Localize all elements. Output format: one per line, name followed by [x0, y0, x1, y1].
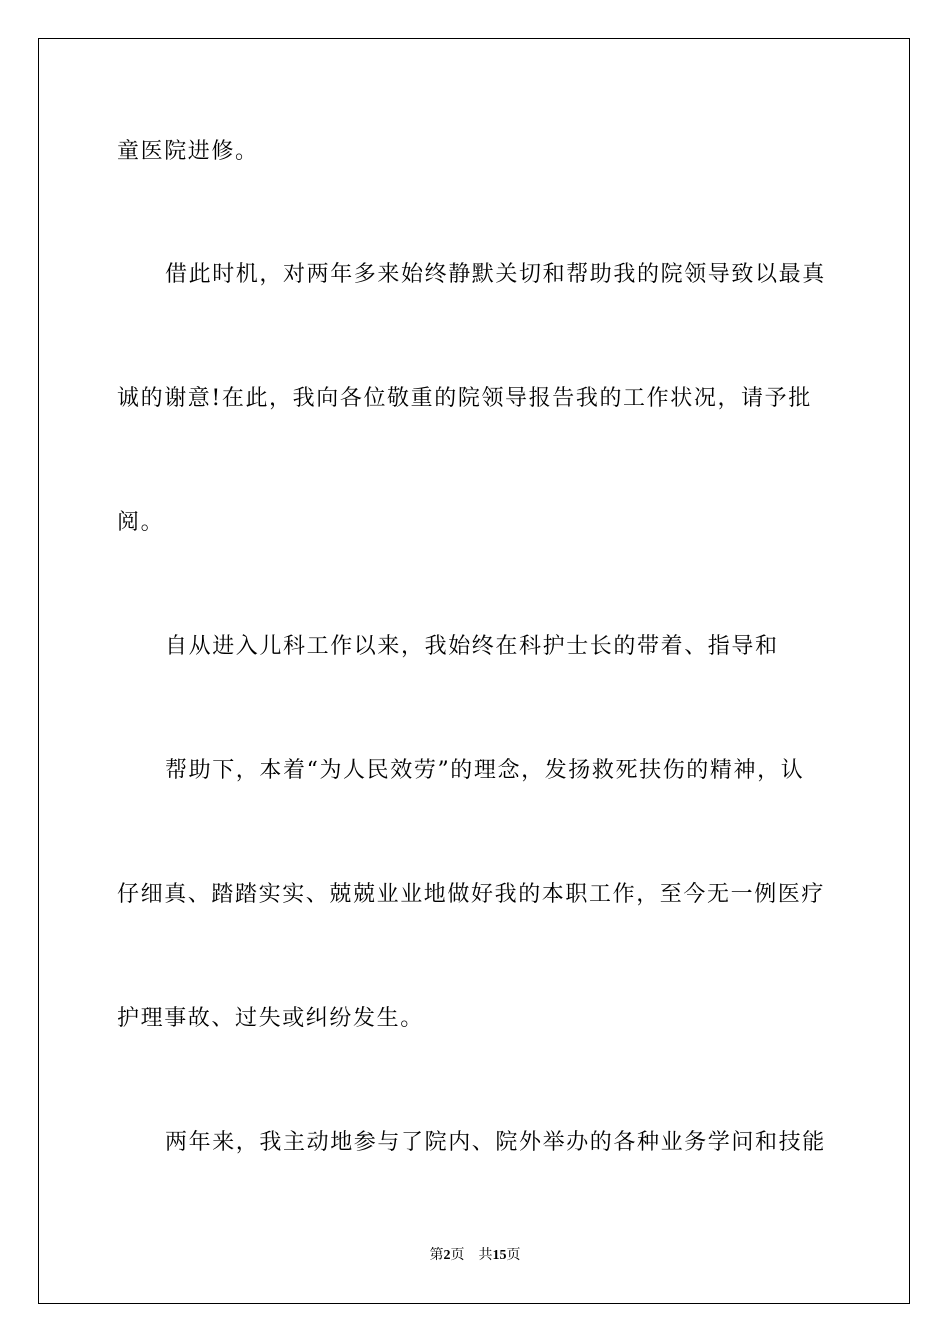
text-line-9: 两年来，我主动地参与了院内、院外举办的各种业务学问和技能: [165, 1130, 826, 1155]
footer-page-suffix: 页: [450, 1248, 465, 1263]
footer-total-prefix: 共: [478, 1248, 493, 1263]
footer-total-pages: 15: [492, 1248, 507, 1263]
text-line-1: 童医院进修。: [117, 139, 259, 164]
text-line-4: 阅。: [117, 510, 165, 535]
text-line-5: 自从进入儿科工作以来，我始终在科护士长的带着、指导和: [165, 634, 779, 659]
text-line-3: 诚的谢意!在此，我向各位敬重的院领导报告我的工作状况，请予批: [117, 386, 812, 411]
footer-page-number: 2: [443, 1248, 451, 1263]
footer-total-suffix: 页: [506, 1248, 521, 1263]
page-footer: [0, 1247, 950, 1265]
text-line-6: 帮助下，本着“为人民效劳”的理念，发扬救死扶伤的精神，认: [165, 758, 805, 783]
text-line-7: 仔细真、踏踏实实、兢兢业业地做好我的本职工作，至今无一例医疗: [117, 882, 826, 907]
text-line-8: 护理事故、过失或纠纷发生。: [117, 1006, 424, 1031]
text-line-2: 借此时机，对两年多来始终静默关切和帮助我的院领导致以最真: [165, 262, 826, 287]
page-border: [38, 38, 910, 1304]
footer-page-prefix: 第: [429, 1248, 444, 1263]
